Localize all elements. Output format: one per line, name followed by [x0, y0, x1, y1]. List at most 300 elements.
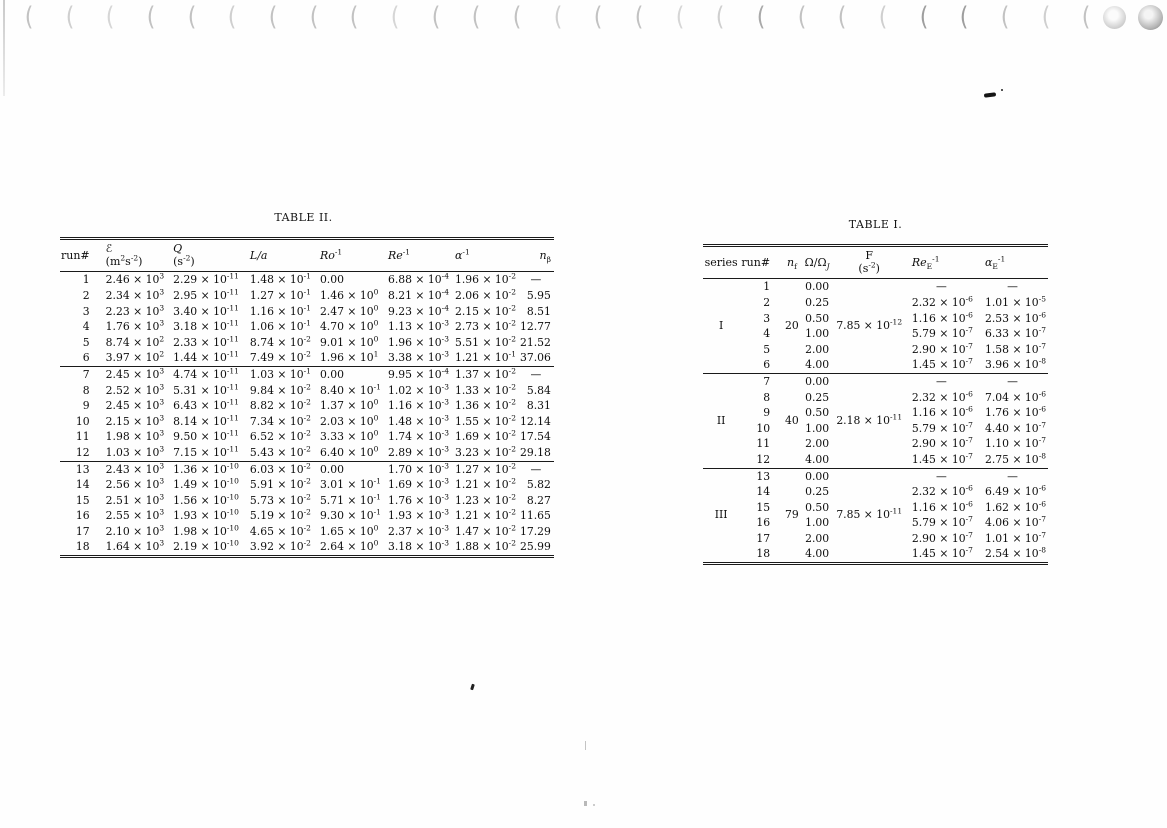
pen-mark — [984, 92, 996, 97]
table-cell: 0.25 — [805, 295, 830, 309]
table-cell: $1.47 \times 10^{-2}$ — [454, 523, 516, 538]
binding-ring-icon: ( — [512, 2, 522, 32]
table-cell: 8.51 — [526, 304, 551, 318]
table-cell: 12 — [75, 445, 90, 459]
table-cell: $1.69 \times 10^{-2}$ — [454, 428, 516, 444]
table-cell: 1.00 — [805, 421, 830, 435]
table-cell: $1.27 \times 10^{-1}$ — [249, 287, 311, 302]
table-cell: — — [936, 280, 947, 294]
table-cell: 12.14 — [519, 414, 551, 428]
table-cell: $2.32 \times 10^{-6}$ — [911, 294, 973, 309]
table-cell: $2.54 \times 10^{-8}$ — [984, 545, 1046, 561]
column-header: Q $(s^{-2})$ — [166, 239, 241, 272]
table-cell: $2.10 \times 10^3$ — [105, 523, 165, 538]
table-cell: $1.37 \times 10^0$ — [319, 397, 379, 413]
table-cell: $1.21 \times 10^{-1}$ — [454, 349, 516, 365]
nf-cell: 79 — [782, 468, 802, 564]
table-cell: $2.15 \times 10^{-2}$ — [454, 302, 516, 318]
table-cell: 3 — [763, 311, 771, 325]
binding-ring-icon: ( — [350, 2, 359, 32]
table-cell: $3.01 \times 10^{-1}$ — [319, 476, 381, 492]
table-cell: 0.00 — [319, 273, 344, 287]
binding-ring-icon: ( — [1041, 2, 1051, 32]
forcing-cell: $2.18 \times 10^{-11}$ — [833, 373, 906, 468]
table-cell: $6.52 \times 10^{-2}$ — [249, 428, 311, 444]
table-cell: $6.43 \times 10^{-11}$ — [173, 397, 239, 413]
table-row — [60, 319, 554, 335]
table-cell: $5.91 \times 10^{-2}$ — [249, 476, 311, 492]
binding-ring-icon: ( — [268, 2, 278, 32]
table-cell: 1 — [82, 273, 90, 287]
scan-speck — [585, 741, 586, 750]
table-row — [60, 445, 554, 461]
table-cell: 0.50 — [805, 500, 830, 514]
table-cell: 6 — [763, 358, 771, 372]
table-cell: $1.69 \times 10^{-3}$ — [387, 476, 449, 492]
table-cell: $4.65 \times 10^{-2}$ — [249, 523, 311, 538]
table-cell: $1.16 \times 10^{-1}$ — [249, 302, 311, 318]
table-cell: $9.30 \times 10^{-1}$ — [319, 507, 381, 523]
table-cell: $1.21 \times 10^{-2}$ — [454, 476, 516, 492]
table-cell: $8.40 \times 10^{-1}$ — [319, 381, 381, 397]
table-cell: 3 — [82, 304, 90, 318]
column-header: $\alpha_E^{-1}$ — [977, 246, 1048, 279]
table-cell: $1.93 \times 10^{-10}$ — [173, 507, 239, 523]
table-cell: — — [1007, 280, 1018, 294]
table-row — [60, 429, 554, 445]
binding-ring-icon: ( — [1000, 2, 1010, 32]
table-cell: $9.84 \times 10^{-2}$ — [249, 381, 311, 397]
table-cell: $5.19 \times 10^{-2}$ — [249, 507, 311, 523]
table-cell: $3.18 \times 10^{-3}$ — [387, 538, 449, 554]
table-cell: 4.00 — [805, 547, 830, 561]
table-row — [703, 468, 1048, 484]
table-cell: 2 — [763, 295, 771, 309]
table-cell: $9.01 \times 10^0$ — [319, 334, 379, 349]
table-cell: 4.00 — [805, 358, 830, 372]
table-cell: $2.45 \times 10^3$ — [97, 366, 166, 382]
table-cell: 0.25 — [805, 390, 830, 404]
scan-speck — [584, 801, 587, 806]
binding-ring-icon: ( — [472, 2, 481, 32]
table-cell: $1.76 \times 10^{-3}$ — [387, 492, 449, 507]
table-cell: 18 — [75, 540, 90, 554]
table-cell: 0.25 — [805, 485, 830, 499]
table-cell: 8.31 — [526, 399, 551, 413]
table-cell: $8.82 \times 10^{-2}$ — [249, 397, 311, 413]
table-cell: $6.03 \times 10^{-2}$ — [241, 461, 313, 477]
table-cell: 13 — [60, 461, 97, 477]
binding-strip — [24, 2, 1092, 34]
binding-ring-icon: ( — [146, 2, 156, 32]
table-cell: — — [977, 468, 1048, 484]
table-cell: $1.13 \times 10^{-3}$ — [387, 318, 449, 334]
table-row — [60, 524, 554, 540]
table-row — [703, 373, 1048, 389]
table-cell: — — [518, 366, 554, 382]
table-cell: $7.34 \times 10^{-2}$ — [249, 413, 311, 428]
table-cell: $1.45 \times 10^{-7}$ — [911, 451, 973, 466]
table-cell: 25.99 — [519, 540, 551, 554]
table-cell: $1.76 \times 10^{-6}$ — [984, 404, 1046, 420]
table-cell: $1.46 \times 10^0$ — [319, 287, 379, 302]
table-cell: $1.01 \times 10^{-5}$ — [984, 294, 1046, 309]
table-cell: 5.95 — [526, 288, 551, 302]
table-row — [60, 398, 554, 414]
table-cell: $1.96 \times 10^1$ — [319, 349, 379, 365]
table-cell: 11.65 — [519, 509, 551, 523]
table-cell: 13 — [739, 468, 782, 484]
table-cell: $1.33 \times 10^{-2}$ — [454, 381, 516, 397]
table-cell: $2.89 \times 10^{-3}$ — [387, 444, 449, 459]
table-cell: 0.00 — [313, 366, 383, 382]
table-cell: 5.84 — [526, 383, 551, 397]
table-cell: 12.77 — [519, 320, 551, 334]
table-cell: 16 — [756, 516, 771, 530]
table-cell: $2.32 \times 10^{-6}$ — [911, 388, 973, 404]
table-cell: 5 — [763, 342, 771, 356]
table-cell: $2.53 \times 10^{-6}$ — [984, 309, 1046, 325]
table-cell: $2.95 \times 10^{-11}$ — [173, 287, 239, 302]
table-cell: $3.40 \times 10^{-11}$ — [173, 302, 239, 318]
column-header: ℰ $(m^2s^{-2})$ — [97, 239, 166, 272]
table-cell: $2.55 \times 10^3$ — [105, 507, 165, 523]
table-cell: 14 — [756, 485, 771, 499]
column-header: $\Omega/\Omega_J$ — [802, 246, 833, 279]
table-cell: 12 — [756, 452, 771, 466]
table-ii-title: TABLE II. — [274, 211, 333, 224]
table-cell: $8.14 \times 10^{-11}$ — [173, 413, 239, 428]
table-cell: $2.90 \times 10^{-7}$ — [911, 435, 973, 451]
table-cell: $1.88 \times 10^{-2}$ — [454, 538, 516, 554]
table-cell: 0.00 — [313, 461, 383, 477]
forcing-cell: $7.85 \times 10^{-12}$ — [836, 317, 903, 333]
table-cell: $6.40 \times 10^0$ — [319, 444, 379, 459]
table-cell: 2.00 — [805, 342, 830, 356]
table-cell: $1.96 \times 10^{-2}$ — [454, 271, 516, 287]
table-cell: $1.27 \times 10^{-2}$ — [451, 461, 518, 477]
binding-ring-icon: ( — [228, 2, 237, 32]
table-cell: $5.31 \times 10^{-11}$ — [173, 381, 239, 397]
table-cell: $1.45 \times 10^{-7}$ — [911, 545, 973, 561]
table-cell: $1.23 \times 10^{-2}$ — [454, 492, 516, 507]
table-cell: 1 — [763, 280, 771, 294]
table-cell: $1.03 \times 10^{-1}$ — [241, 366, 313, 382]
column-header: $n_\beta$ — [518, 239, 554, 272]
table-cell: $5.79 \times 10^{-7}$ — [911, 325, 973, 341]
table-cell: 16 — [75, 509, 90, 523]
table-cell: $2.52 \times 10^3$ — [105, 381, 165, 397]
table-cell: $7.04 \times 10^{-6}$ — [984, 388, 1046, 404]
table-cell: 7 — [60, 366, 97, 382]
table-cell: 9 — [763, 406, 771, 420]
table-i-header — [703, 246, 1048, 279]
table-row — [60, 366, 554, 382]
binding-ring-hole-icon — [1103, 6, 1126, 29]
table-cell: $2.29 \times 10^{-11}$ — [173, 271, 239, 287]
table-cell: $1.93 \times 10^{-3}$ — [387, 507, 449, 523]
table-ii-header — [60, 239, 554, 272]
table-cell: $1.49 \times 10^{-10}$ — [173, 476, 239, 492]
table-cell: $1.06 \times 10^{-1}$ — [249, 318, 311, 334]
table-cell: 2.00 — [805, 437, 830, 451]
table-row — [60, 288, 554, 304]
table-cell: $2.37 \times 10^{-3}$ — [387, 523, 449, 538]
table-cell: $1.44 \times 10^{-11}$ — [173, 349, 239, 365]
table-cell: $1.58 \times 10^{-7}$ — [984, 341, 1046, 356]
table-cell: 0.50 — [805, 406, 830, 420]
table-cell: 4.00 — [805, 452, 830, 466]
table-cell: 5 — [82, 335, 90, 349]
table-cell: 5.82 — [526, 478, 551, 492]
table-ii-grid — [60, 237, 554, 558]
binding-ring-icon: ( — [1082, 2, 1091, 32]
table-row — [60, 461, 554, 477]
table-cell: $2.64 \times 10^0$ — [319, 538, 379, 554]
table-cell: $1.98 \times 10^3$ — [105, 428, 165, 444]
table-row — [60, 350, 554, 366]
table-cell: $1.48 \times 10^{-1}$ — [249, 271, 311, 287]
table-cell: — — [906, 468, 977, 484]
table-cell: $5.51 \times 10^{-2}$ — [454, 334, 516, 349]
table-cell: $1.36 \times 10^{-10}$ — [166, 461, 241, 477]
column-header: L/a — [241, 239, 313, 272]
binding-ring-icon: ( — [919, 2, 929, 32]
table-cell: $1.16 \times 10^{-6}$ — [911, 499, 973, 514]
table-cell: $1.16 \times 10^{-3}$ — [387, 397, 449, 413]
table-cell: 0.00 — [805, 280, 830, 294]
table-cell: $3.18 \times 10^{-11}$ — [173, 318, 239, 334]
table-cell: 2.00 — [805, 531, 830, 545]
table-cell: $4.06 \times 10^{-7}$ — [984, 514, 1046, 530]
table-cell: $1.16 \times 10^{-6}$ — [911, 404, 973, 420]
table-i-grid — [703, 244, 1048, 565]
binding-ring-icon: ( — [24, 2, 34, 32]
table-cell: $2.43 \times 10^3$ — [97, 461, 166, 477]
table-row — [60, 477, 554, 493]
table-cell: 14 — [75, 478, 90, 492]
table-cell: $8.74 \times 10^2$ — [105, 334, 165, 349]
table-cell: $5.79 \times 10^{-7}$ — [911, 420, 973, 435]
table-cell: 11 — [75, 430, 90, 444]
table-cell: $4.70 \times 10^0$ — [319, 318, 379, 334]
table-cell: $8.21 \times 10^{-4}$ — [387, 287, 449, 302]
table-cell: $1.70 \times 10^{-3}$ — [383, 461, 451, 477]
binding-ring-icon: ( — [756, 2, 766, 32]
table-cell: $3.97 \times 10^2$ — [105, 349, 165, 365]
table-cell: 9 — [82, 399, 90, 413]
column-header: series — [703, 246, 739, 279]
table-cell: $5.43 \times 10^{-2}$ — [249, 444, 311, 459]
table-cell: 6 — [82, 351, 90, 365]
table-cell: 0.00 — [802, 373, 833, 389]
column-header: run# — [60, 239, 97, 272]
binding-ring-hole-icon — [1138, 5, 1163, 30]
table-cell: $9.50 \times 10^{-11}$ — [173, 428, 239, 444]
column-header: run# — [739, 246, 782, 279]
table-cell: $1.01 \times 10^{-7}$ — [984, 530, 1046, 545]
binding-ring-icon: ( — [960, 2, 969, 32]
table-cell: 29.18 — [519, 445, 551, 459]
table-cell: $1.36 \times 10^{-2}$ — [454, 397, 516, 413]
table-cell: $2.19 \times 10^{-10}$ — [173, 538, 239, 554]
table-cell: 4 — [763, 327, 771, 341]
table-cell: $1.45 \times 10^{-7}$ — [911, 356, 973, 372]
table-cell: $2.90 \times 10^{-7}$ — [911, 530, 973, 545]
binding-ring-icon: ( — [65, 2, 75, 32]
table-cell: $2.45 \times 10^3$ — [105, 397, 165, 413]
table-cell: 4 — [82, 320, 90, 334]
table-cell: $2.32 \times 10^{-6}$ — [911, 483, 973, 499]
table-cell: 18 — [756, 547, 771, 561]
table-cell: $7.15 \times 10^{-11}$ — [173, 444, 239, 459]
table-cell: $1.02 \times 10^{-3}$ — [387, 381, 449, 397]
table-cell: $1.96 \times 10^{-3}$ — [387, 334, 449, 349]
pen-dot — [1001, 89, 1003, 91]
table-cell: $3.38 \times 10^{-3}$ — [387, 349, 449, 365]
table-cell: $8.74 \times 10^{-2}$ — [249, 334, 311, 349]
column-header: $n_f$ — [782, 246, 802, 279]
table-cell: 10 — [75, 414, 90, 428]
table-cell: 11 — [756, 437, 771, 451]
table-cell: $2.51 \times 10^3$ — [105, 492, 165, 507]
table-cell: $6.33 \times 10^{-7}$ — [984, 325, 1046, 341]
table-cell: 17 — [756, 531, 771, 545]
table-cell: 15 — [75, 493, 90, 507]
table-cell: — — [977, 373, 1048, 389]
binding-ring-icon: ( — [309, 2, 319, 32]
column-header: F $(s^{-2})$ — [833, 246, 906, 279]
table-cell: $3.96 \times 10^{-8}$ — [984, 356, 1046, 372]
column-header: $Re^{-1}$ — [383, 239, 451, 272]
table-cell: 17.54 — [519, 430, 551, 444]
binding-ring-icon: ( — [106, 2, 115, 32]
table-cell: $1.65 \times 10^0$ — [319, 523, 379, 538]
table-cell: 8 — [82, 383, 90, 397]
table-row — [60, 335, 554, 351]
table-row — [60, 383, 554, 399]
table-cell: $2.23 \times 10^3$ — [105, 302, 165, 318]
scan-speck — [593, 804, 595, 806]
table-cell: $2.47 \times 10^0$ — [319, 302, 379, 318]
table-cell: $2.46 \times 10^3$ — [105, 271, 165, 287]
series-cell: II — [703, 373, 739, 468]
table-cell: $5.73 \times 10^{-2}$ — [249, 492, 311, 507]
table-cell: $2.75 \times 10^{-8}$ — [984, 451, 1046, 466]
table-cell: $1.10 \times 10^{-7}$ — [984, 435, 1046, 451]
table-cell: $1.55 \times 10^{-2}$ — [454, 413, 516, 428]
table-cell: $1.03 \times 10^3$ — [105, 444, 165, 459]
table-cell: 0.50 — [805, 311, 830, 325]
table-cell: $1.21 \times 10^{-2}$ — [454, 507, 516, 523]
table-cell: 15 — [756, 500, 771, 514]
column-header: $Ro^{-1}$ — [313, 239, 383, 272]
table-cell: $9.23 \times 10^{-4}$ — [387, 302, 449, 318]
series-cell: I — [719, 319, 724, 333]
table-row — [60, 493, 554, 509]
binding-ring-icon: ( — [431, 2, 441, 32]
binding-ring-icon: ( — [797, 2, 807, 32]
table-cell: 37.06 — [519, 351, 551, 365]
table-cell: 21.52 — [519, 335, 551, 349]
table-cell: $1.37 \times 10^{-2}$ — [451, 366, 518, 382]
table-cell: 1.00 — [805, 516, 830, 530]
series-cell: III — [703, 468, 739, 564]
table-cell: 2 — [82, 288, 90, 302]
table-row — [703, 279, 1048, 295]
table-cell: $2.73 \times 10^{-2}$ — [454, 318, 516, 334]
table-i — [703, 219, 1048, 565]
table-row — [60, 414, 554, 430]
table-cell: $1.98 \times 10^{-10}$ — [173, 523, 239, 538]
table-cell: $1.76 \times 10^3$ — [105, 318, 165, 334]
table-cell: $2.56 \times 10^3$ — [105, 476, 165, 492]
page-edge-artifact — [3, 0, 5, 96]
table-cell: $5.79 \times 10^{-7}$ — [911, 514, 973, 530]
table-i-title: TABLE I. — [848, 218, 903, 231]
table-cell: 8.27 — [526, 493, 551, 507]
table-cell: $9.95 \times 10^{-4}$ — [383, 366, 451, 382]
table-cell: $2.15 \times 10^3$ — [105, 413, 165, 428]
table-row — [60, 508, 554, 524]
table-cell: 17.29 — [519, 524, 551, 538]
table-cell: $1.62 \times 10^{-6}$ — [984, 499, 1046, 514]
column-header: $Re_E^{-1}$ — [906, 246, 977, 279]
table-cell: $2.90 \times 10^{-7}$ — [911, 341, 973, 356]
binding-ring-icon: ( — [675, 2, 685, 32]
table-cell: 10 — [756, 421, 771, 435]
binding-ring-icon: ( — [594, 2, 603, 32]
table-cell: $1.48 \times 10^{-3}$ — [387, 413, 449, 428]
table-cell: $4.40 \times 10^{-7}$ — [984, 420, 1046, 435]
table-cell: $2.33 \times 10^{-11}$ — [173, 334, 239, 349]
binding-ring-icon: ( — [390, 2, 400, 32]
binding-ring-icon: ( — [716, 2, 725, 32]
table-cell: $3.92 \times 10^{-2}$ — [249, 538, 311, 554]
table-ii — [60, 211, 551, 558]
table-row — [60, 272, 554, 288]
binding-ring-icon: ( — [634, 2, 644, 32]
table-cell: 8 — [763, 390, 771, 404]
binding-ring-icon: ( — [878, 2, 888, 32]
table-cell: $2.06 \times 10^{-2}$ — [454, 287, 516, 302]
table-row — [60, 304, 554, 320]
table-cell: $3.33 \times 10^0$ — [319, 428, 379, 444]
table-cell: $1.74 \times 10^{-3}$ — [387, 428, 449, 444]
binding-ring-icon: ( — [838, 2, 847, 32]
table-cell: 0.00 — [802, 468, 833, 484]
binding-ring-icon: ( — [553, 2, 563, 32]
column-header: $\alpha^{-1}$ — [451, 239, 518, 272]
nf-cell: 20 — [785, 319, 799, 333]
table-cell: $1.64 \times 10^3$ — [105, 538, 165, 554]
table-cell: 7 — [739, 373, 782, 389]
table-row — [60, 539, 554, 556]
forcing-cell: $7.85 \times 10^{-11}$ — [833, 468, 906, 564]
table-cell: $1.56 \times 10^{-10}$ — [173, 492, 239, 507]
table-cell: $3.23 \times 10^{-2}$ — [454, 444, 516, 459]
table-cell: $6.49 \times 10^{-6}$ — [984, 483, 1046, 499]
table-cell: $6.88 \times 10^{-4}$ — [387, 271, 449, 287]
table-cell: 17 — [75, 524, 90, 538]
table-cell: $4.74 \times 10^{-11}$ — [166, 366, 241, 382]
table-cell: $2.34 \times 10^3$ — [105, 287, 165, 302]
table-cell: — — [530, 273, 542, 287]
table-cell: 1.00 — [805, 327, 830, 341]
binding-ring-icon: ( — [187, 2, 197, 32]
table-cell: $2.03 \times 10^0$ — [319, 413, 379, 428]
scan-speck — [470, 684, 475, 691]
